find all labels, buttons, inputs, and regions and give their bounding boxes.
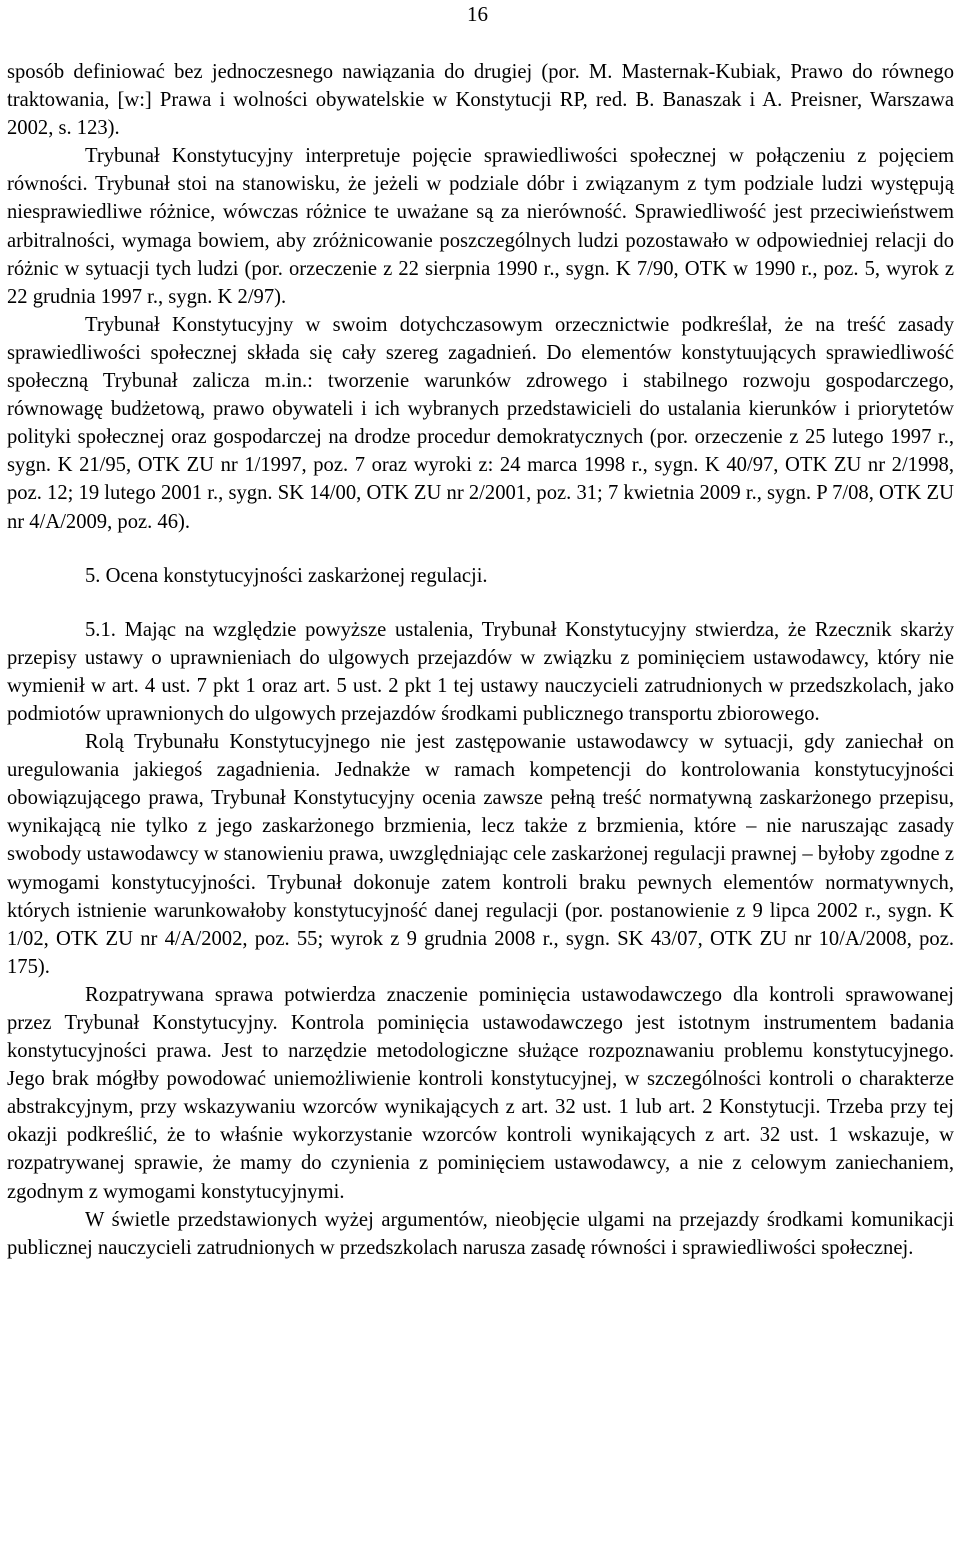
paragraph-continuation: sposób definiować bez jednoczesnego nawiązania do drugiej (por. M. Masternak-Kubiak, Prawo do równego traktowania, [w:] Prawa i wolności obywatelskie w Konstytucji RP, red. B. Banaszak i A. Preisner, Warszawa 2002, s. 123). [7,61,954,140]
paragraph-section-5-1: 5.1. Mając na względzie powyższe ustalenia, Trybunał Konstytucyjny stwierdza, że Rzecznik skarży przepisy ustawy o uprawnieniach do ulgowych przejazdów w związku z pominięciem ustawodawcy, który nie wymienił w art. 4 ust. 7 pkt 1 oraz art. 5 ust. 2 pkt 1 tej ustawy nauczycieli zatrudnionych w przedszkolach, jako podmiotów uprawnionych do ulgowych przejazdów środkami publicznego transportu zbiorowego. [7,618,954,725]
section-heading: 5. Ocena konstytucyjności zaskarżonej regulacji. [85,564,488,587]
paragraph-social-justice: Trybunał Konstytucyjny interpretuje pojęcie sprawiedliwości społecznej w połączeniu z pojęciem równości. Trybunał stoi na stanowisku, że jeżeli w podziale dóbr i związanym z tym podziale ludzi występują niesprawiedliwe różnice, wówczas różnice te uważane są za nierówność. Sprawiedliwość jest przeciwieństwem arbitralności, wymaga bowiem, aby zróżnicowanie poszczególnych ludzi pozostawało w odpowiedniej relacji do różnic w sytuacji tych ludzi (por. orzeczenie z 22 sierpnia 1990 r., sygn. K 7/90, OTK w 1990 r., poz. 5, wyrok z 22 grudnia 1997 r., sygn. K 2/97). [7,145,954,308]
paragraph-jurisprudence: Trybunał Konstytucyjny w swoim dotychczasowym orzecznictwie podkreślał, że na treść zasady sprawiedliwości społecznej składa się cały szereg zagadnień. Do elementów konstytuujących sprawiedliwość społeczną Trybunał zalicza m.in.: tworzenie warunków zdrowego i stabilnego rozwoju gospodarczego, równowagę budżetową, prawo obywateli i ich wybranych przedstawicieli do ustalania kierunków i priorytetów polityki społecznej oraz gospodarczej na drodze procedur demokratycznych (por. orzeczenie z 25 lutego 1997 r., sygn. K 21/95, OTK ZU nr 1/1997, poz. 7 oraz wyroki z: 24 marca 1998 r., sygn. K 40/97, OTK ZU nr 2/1998, poz. 12; 19 lutego 2001 r., sygn. SK 14/00, OTK ZU nr 2/2001, poz. 31; 7 kwietnia 2009 r., sygn. P 7/08, OTK ZU nr 4/A/2009, poz. 46). [7,313,954,533]
paragraph-role-of-tribunal: Rolą Trybunału Konstytucyjnego nie jest zastępowanie ustawodawcy w sytuacji, gdy zaniechał on uregulowania jakiegoś zagadnienia. Jednakże w ramach kompetencji do kontrolowania konstytucyjności obowiązującego prawa, Trybunał Konstytucyjny ocenia zawsze pełną treść normatywną zaskarżonego przepisu, wynikającą nie tylko z jego zaskarżonego brzmienia, lecz także z brzmienia, które – nie naruszając zasady swobody ustawodawcy w stanowieniu prawa, uwzględniając cele zaskarżonej regulacji prawnej – byłoby zgodne z wymogami konstytucyjności. Trybunał dokonuje zatem kontroli braku pewnych elementów normatywnych, których istnienie warunkowałoby konstytucyjność danej regulacji (por. postanowienie z 9 lipca 2002 r., sygn. K 1/02, OTK ZU nr 4/A/2002, poz. 55; wyrok z 9 grudnia 2008 r., sygn. SK 43/07, OTK ZU nr 10/A/2008, poz. 175). [7,731,954,978]
paragraph-legislative-omission: Rozpatrywana sprawa potwierdza znaczenie pominięcia ustawodawczego dla kontroli sprawowanej przez Trybunał Konstytucyjny. Kontrola pominięcia ustawodawczego jest istotnym instrumentem badania konstytucyjności prawa. Jest to narzędzie metodologiczne służące rozpoznawaniu problemu konstytucyjnego. Jego brak mógłby powodować uniemożliwienie kontroli konstytucyjnej, w szczególności kontroli o charakterze abstrakcyjnym, przy wskazywaniu wzorców wynikających z art. 32 ust. 1 lub art. 2 Konstytucji. Trzeba przy tej okazji podkreślić, że to właśnie wykorzystanie wzorców kontroli wynikających z art. 32 ust. 1 wskazuje, w rozpatrywanej sprawie, że mamy do czynienia z pominięciem ustawodawcy, a nie z celowym zaniechaniem, zgodnym z wymogami konstytucyjnymi. [7,983,954,1203]
paragraph-conclusion: W świetle przedstawionych wyżej argumentów, nieobjęcie ulgami na przejazdy środkami komunikacji publicznej nauczycieli zatrudnionych w przedszkolach narusza zasadę równości i sprawiedliwości społecznej. [7,1208,954,1259]
spacer [7,536,954,562]
page-number: 16 [467,2,488,26]
spacer [7,590,954,616]
document-body [7,58,954,1262]
